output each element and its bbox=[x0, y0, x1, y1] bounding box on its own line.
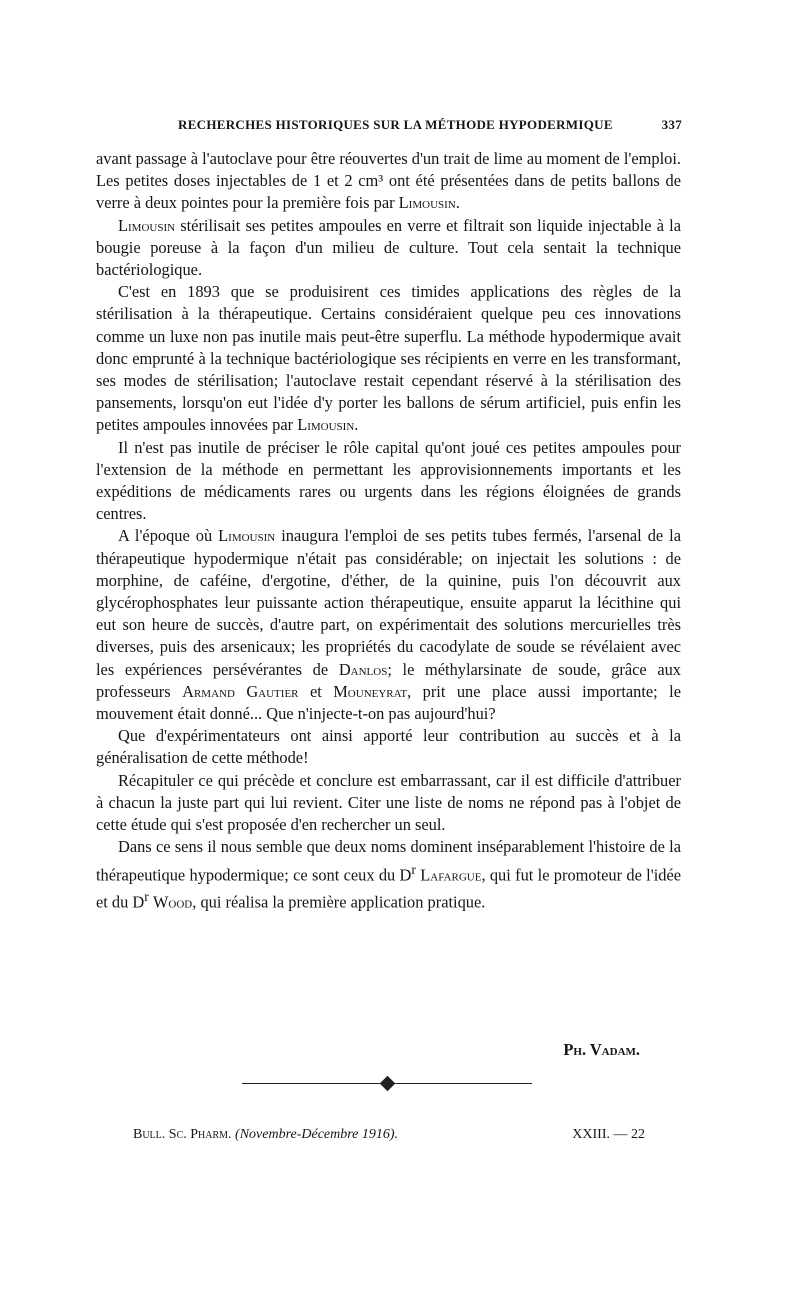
superscript: r bbox=[144, 889, 149, 905]
paragraph-5-text: A l'époque où bbox=[118, 526, 213, 546]
paragraph-5-text: inaugura l'emploi de ses petits tubes fermés, l'arsenal de la thérapeutique hypodermique n'était pas considérable; on injectait les solutions : de morphine, de caféine, d'ergotine, d'éther, de la quinine, puis l'on découvrit aux glycérophosphates leur puissante action thérapeutique, ensuite apparut la lécithine qui eut son heure de succès, d'autre part, on expérimentait des solutions mercurielles très diverses, puis des arsenicaux; les propriétés du cacodylate de soude se révélaient avec les expériences persévérantes de bbox=[96, 526, 681, 679]
paragraph-2-text: stérilisait ses petites ampoules en verre et filtrait son liquide injectable à la bougie poreuse à la façon d'un milieu de culture. Tout cela sentait la technique bactériologique. bbox=[96, 215, 681, 280]
paragraph-4-text: Il n'est pas inutile de préciser le rôle capital qu'ont joué ces petites ampoules pour l'extension de la méthode en permettant les approvisionnements importants et les expéditions de médicaments rares ou urgents dans les régions éloignées de grands centres. bbox=[96, 437, 681, 524]
page-footer bbox=[133, 1127, 645, 1143]
author-name-wood: Wood bbox=[152, 892, 193, 912]
paragraph-7-text: Récapituler ce qui précède et conclure est embarrassant, car il est difficile d'attribuer à chacun la juste part qui lui revient. Citer une liste de noms ne répond pas à l'objet de cette étude qui s'est proposée d'en rechercher un seul. bbox=[96, 770, 681, 835]
paragraph-5 bbox=[96, 525, 681, 725]
paragraph-6 bbox=[96, 725, 681, 769]
paragraph-5-text: , prit une place aussi importante; le mouvement était donné... Que n'injecte-t-on pas aujourd'hui? bbox=[96, 681, 681, 724]
paragraph-8-text: , qui réalisa la première application pratique. bbox=[192, 892, 486, 912]
author-name-lafargue: Lafargue bbox=[420, 864, 482, 884]
journal-name: Bull. Sc. Pharm. bbox=[133, 1127, 232, 1142]
author-name-armand-gautier: Armand Gautier bbox=[182, 681, 299, 701]
issue-date: (Novembre-Décembre 1916). bbox=[235, 1127, 399, 1142]
paragraph-7 bbox=[96, 770, 681, 837]
author-name-limousin: Limousin bbox=[118, 215, 176, 235]
paragraph-3 bbox=[96, 281, 681, 436]
paragraph-4 bbox=[96, 437, 681, 526]
article-body bbox=[96, 148, 681, 914]
author-name-danlos: Danlos bbox=[338, 659, 388, 679]
paragraph-5-text: ; le méthylarsinate de soude, grâce aux professeurs bbox=[96, 659, 681, 701]
paragraph-8-text: , qui fut le promoteur de l'idée et du D bbox=[96, 864, 681, 912]
author-name-limousin: Limousin bbox=[218, 526, 276, 546]
running-header bbox=[178, 117, 682, 133]
page-number: 337 bbox=[661, 117, 682, 132]
divider-diamond-ornament bbox=[380, 1076, 396, 1092]
author-name-limousin: Limousin bbox=[297, 415, 355, 435]
superscript: r bbox=[411, 861, 416, 877]
punctuation: . bbox=[455, 193, 460, 213]
paragraph-1 bbox=[96, 148, 681, 215]
paragraph-6-text: Que d'expérimentateurs ont ainsi apporté leur contribution au succès et à la généralisation de cette méthode! bbox=[96, 726, 681, 768]
author-name-limousin: Limousin bbox=[398, 193, 456, 213]
paragraph-1-text: avant passage à l'autoclave pour être réouvertes d'un trait de lime au moment de l'emploi. Les petites doses injectables de 1 et 2 cm³ ont été présentées dans de petits ballons de verre à deux pointes pour la première fois par bbox=[96, 149, 681, 213]
footer-citation bbox=[133, 1127, 398, 1143]
paragraph-2 bbox=[96, 215, 681, 282]
paragraph-5-text: et bbox=[298, 681, 322, 701]
volume-signature: XXIII. — 22 bbox=[572, 1127, 645, 1142]
running-title: RECHERCHES HISTORIQUES SUR LA MÉTHODE HYPODERMIQUE bbox=[178, 117, 613, 132]
paragraph-8-text: Dans ce sens il nous semble que deux noms dominent inséparablement l'histoire de la thérapeutique hypodermique; ce sont ceux du D bbox=[96, 837, 681, 884]
paragraph-3-text: C'est en 1893 que se produisirent ces timides applications des règles de la stérilisation à la thérapeutique. Certains considéraient quelque peu ces innovations comme un luxe non pas inutile mais peut-être superflu. La méthode hypodermique avait donc emprunté à la technique bactériologique ses récipients en verre en les transformant, ses modes de stérilisation; l'autoclave restait cependant réservé à la stérilisation des pansements, lorsqu'on eut l'idée d'y porter les ballons de sérum artificiel, puis enfin les petites ampoules innovées par bbox=[96, 282, 681, 435]
author-signature: Ph. Vadam. bbox=[563, 1040, 640, 1059]
paragraph-8 bbox=[96, 836, 681, 914]
punctuation: . bbox=[354, 415, 359, 435]
author-name-mouneyrat: Mouneyrat bbox=[333, 681, 408, 701]
